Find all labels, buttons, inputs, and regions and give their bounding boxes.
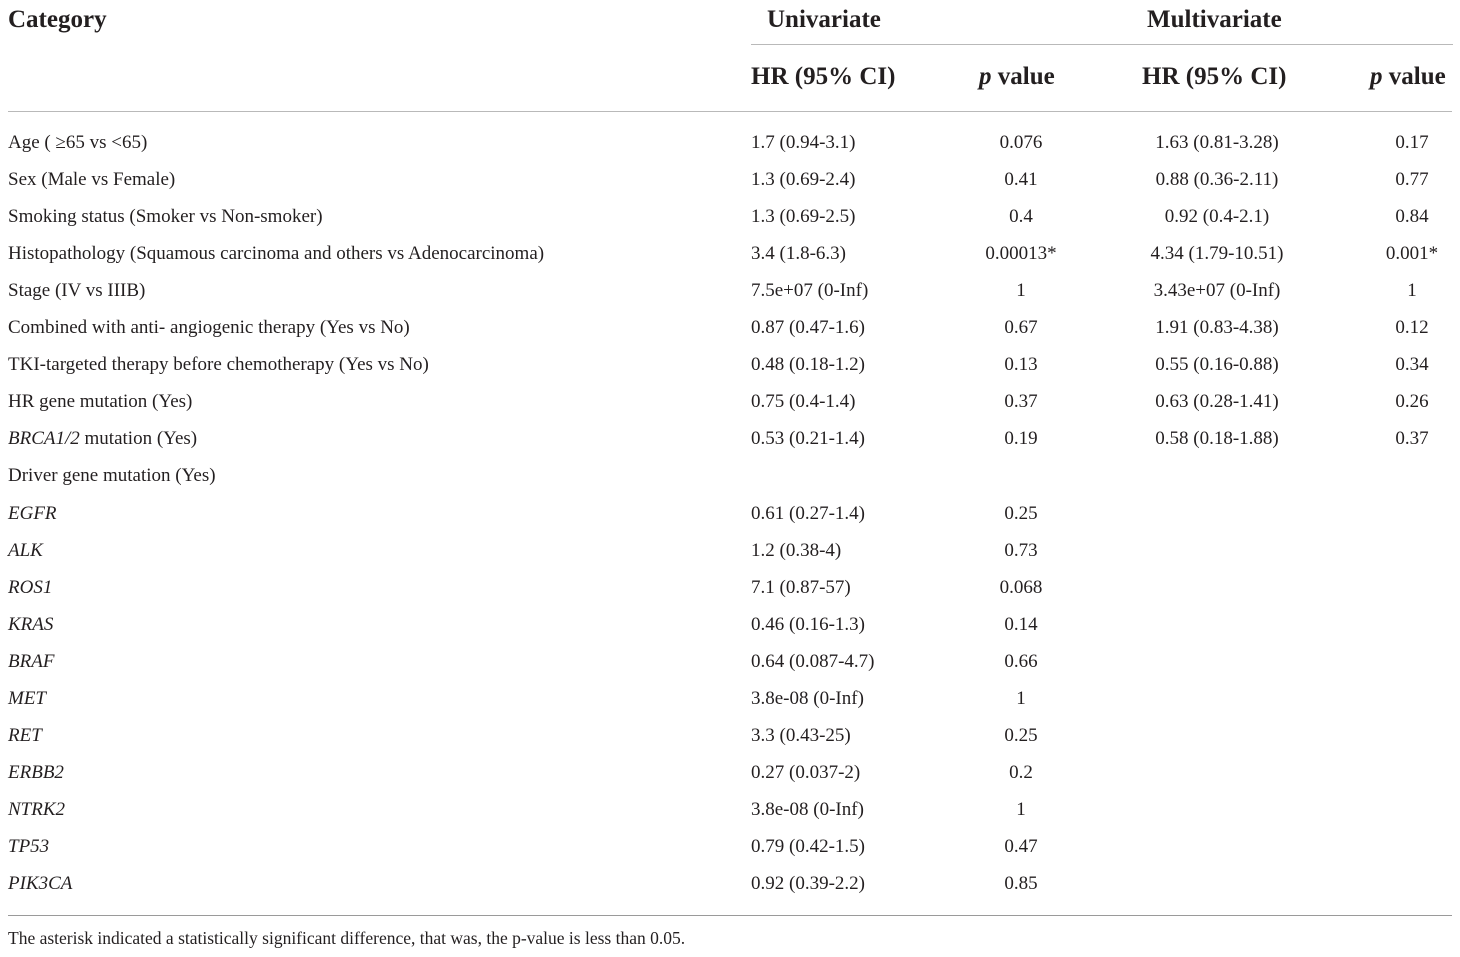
row-category: Stage (IV vs IIIB) bbox=[8, 280, 146, 301]
row-uni-p: 0.4 bbox=[1009, 206, 1033, 227]
row-category: Age ( ≥65 vs <65) bbox=[8, 132, 148, 153]
row-multi-p: 0.84 bbox=[1395, 206, 1429, 227]
row-category-rest: mutation (Yes) bbox=[79, 428, 198, 449]
row-multi-p: 0.34 bbox=[1395, 354, 1429, 375]
row-uni-p: 0.66 bbox=[1004, 651, 1038, 672]
row-uni-hr: 3.8e-08 (0-Inf) bbox=[751, 799, 864, 820]
row-uni-p: 0.37 bbox=[1004, 391, 1038, 412]
row-category: Histopathology (Squamous carcinoma and others vs Adenocarcinoma) bbox=[8, 243, 545, 264]
row-multi-p: 0.001* bbox=[1385, 243, 1439, 264]
row-uni-hr: 7.5e+07 (0-Inf) bbox=[751, 280, 869, 301]
row-multi-p: 0.12 bbox=[1395, 317, 1429, 338]
row-uni-hr: 3.8e-08 (0-Inf) bbox=[751, 688, 864, 709]
row-multi-hr: 3.43e+07 (0-Inf) bbox=[1153, 280, 1281, 301]
row-uni-hr: 0.53 (0.21-1.4) bbox=[751, 428, 865, 449]
row-uni-p: 0.00013* bbox=[985, 243, 1057, 264]
row-category: KRAS bbox=[8, 614, 54, 635]
header-univariate: Univariate bbox=[767, 6, 881, 33]
row-uni-p: 0.076 bbox=[999, 132, 1043, 153]
row-multi-p: 0.26 bbox=[1395, 391, 1429, 412]
row-uni-p: 0.47 bbox=[1004, 836, 1038, 857]
row-multi-p: 1 bbox=[1407, 280, 1417, 301]
row-uni-p: 0.73 bbox=[1004, 540, 1038, 561]
row-multi-p: 0.17 bbox=[1395, 132, 1429, 153]
row-category: Smoking status (Smoker vs Non-smoker) bbox=[8, 206, 323, 227]
row-uni-hr: 0.64 (0.087-4.7) bbox=[751, 651, 875, 672]
row-multi-hr: 1.91 (0.83-4.38) bbox=[1155, 317, 1279, 338]
row-uni-hr: 0.75 (0.4-1.4) bbox=[751, 391, 856, 412]
row-category: ROS1 bbox=[8, 577, 53, 598]
row-uni-hr: 0.46 (0.16-1.3) bbox=[751, 614, 865, 635]
p-rest: value bbox=[1382, 63, 1446, 90]
p-italic: p bbox=[979, 63, 992, 90]
header-uni-hr: HR (95% CI) bbox=[751, 63, 896, 90]
row-uni-hr: 1.3 (0.69-2.4) bbox=[751, 169, 856, 190]
header-multivariate: Multivariate bbox=[1147, 6, 1282, 33]
row-uni-p: 0.85 bbox=[1004, 873, 1038, 894]
row-uni-hr: 1.7 (0.94-3.1) bbox=[751, 132, 856, 153]
p-italic: p bbox=[1370, 63, 1383, 90]
row-uni-hr: 0.48 (0.18-1.2) bbox=[751, 354, 865, 375]
row-uni-hr: 0.61 (0.27-1.4) bbox=[751, 503, 865, 524]
row-uni-p: 1 bbox=[1016, 280, 1026, 301]
row-uni-p: 0.25 bbox=[1004, 725, 1038, 746]
row-uni-hr: 0.92 (0.39-2.2) bbox=[751, 873, 865, 894]
row-uni-p: 0.13 bbox=[1004, 354, 1038, 375]
row-category: ERBB2 bbox=[8, 762, 64, 783]
row-category-italic: BRCA1/2 bbox=[8, 428, 80, 449]
row-multi-p: 0.37 bbox=[1395, 428, 1429, 449]
row-category: HR gene mutation (Yes) bbox=[8, 391, 193, 412]
header-multi-p bbox=[1370, 64, 1446, 89]
row-uni-hr: 1.2 (0.38-4) bbox=[751, 540, 842, 561]
row-uni-p: 0.068 bbox=[999, 577, 1043, 598]
row-uni-hr: 0.87 (0.47-1.6) bbox=[751, 317, 865, 338]
row-multi-hr: 4.34 (1.79-10.51) bbox=[1150, 243, 1284, 264]
row-uni-p: 0.14 bbox=[1004, 614, 1038, 635]
table-bottom-rule bbox=[8, 915, 1452, 916]
row-uni-hr: 7.1 (0.87-57) bbox=[751, 577, 851, 598]
row-uni-p: 0.25 bbox=[1004, 503, 1038, 524]
header-multi-hr: HR (95% CI) bbox=[1142, 63, 1287, 90]
row-category: EGFR bbox=[8, 503, 57, 524]
p-rest: value bbox=[991, 63, 1055, 90]
row-category: PIK3CA bbox=[8, 873, 73, 894]
row-uni-hr: 3.3 (0.43-25) bbox=[751, 725, 851, 746]
row-category: TKI-targeted therapy before chemotherapy (Yes vs No) bbox=[8, 354, 429, 375]
row-category: BRAF bbox=[8, 651, 55, 672]
row-uni-p: 0.67 bbox=[1004, 317, 1038, 338]
row-multi-hr: 0.58 (0.18-1.88) bbox=[1155, 428, 1279, 449]
row-category: NTRK2 bbox=[8, 799, 66, 820]
row-category: Driver gene mutation (Yes) bbox=[8, 465, 216, 486]
row-multi-p: 0.77 bbox=[1395, 169, 1429, 190]
header-bottom-rule bbox=[8, 111, 1452, 112]
row-multi-hr: 0.88 (0.36-2.11) bbox=[1155, 169, 1279, 190]
row-uni-p: 0.2 bbox=[1009, 762, 1033, 783]
row-multi-hr: 1.63 (0.81-3.28) bbox=[1155, 132, 1279, 153]
row-uni-p: 0.41 bbox=[1004, 169, 1038, 190]
row-category: Combined with anti- angiogenic therapy (Yes vs No) bbox=[8, 317, 410, 338]
row-uni-p: 1 bbox=[1016, 799, 1026, 820]
header-category: Category bbox=[8, 6, 107, 33]
row-multi-hr: 0.63 (0.28-1.41) bbox=[1155, 391, 1279, 412]
row-uni-hr: 3.4 (1.8-6.3) bbox=[751, 243, 846, 264]
row-uni-hr: 0.27 (0.037-2) bbox=[751, 762, 861, 783]
row-category bbox=[8, 429, 197, 448]
row-uni-p: 0.19 bbox=[1004, 428, 1038, 449]
row-multi-hr: 0.55 (0.16-0.88) bbox=[1155, 354, 1279, 375]
row-uni-hr: 0.79 (0.42-1.5) bbox=[751, 836, 865, 857]
row-category: Sex (Male vs Female) bbox=[8, 169, 176, 190]
row-category: MET bbox=[8, 688, 46, 709]
footnote: The asterisk indicated a statistically significant difference, that was, the p-value is less than 0.05. bbox=[8, 928, 686, 948]
row-category: TP53 bbox=[8, 836, 50, 857]
row-category: ALK bbox=[8, 540, 43, 561]
row-category: RET bbox=[8, 725, 42, 746]
row-multi-hr: 0.92 (0.4-2.1) bbox=[1164, 206, 1270, 227]
group-header-rule bbox=[751, 44, 1453, 45]
header-uni-p bbox=[979, 64, 1055, 89]
row-uni-p: 1 bbox=[1016, 688, 1026, 709]
row-uni-hr: 1.3 (0.69-2.5) bbox=[751, 206, 856, 227]
